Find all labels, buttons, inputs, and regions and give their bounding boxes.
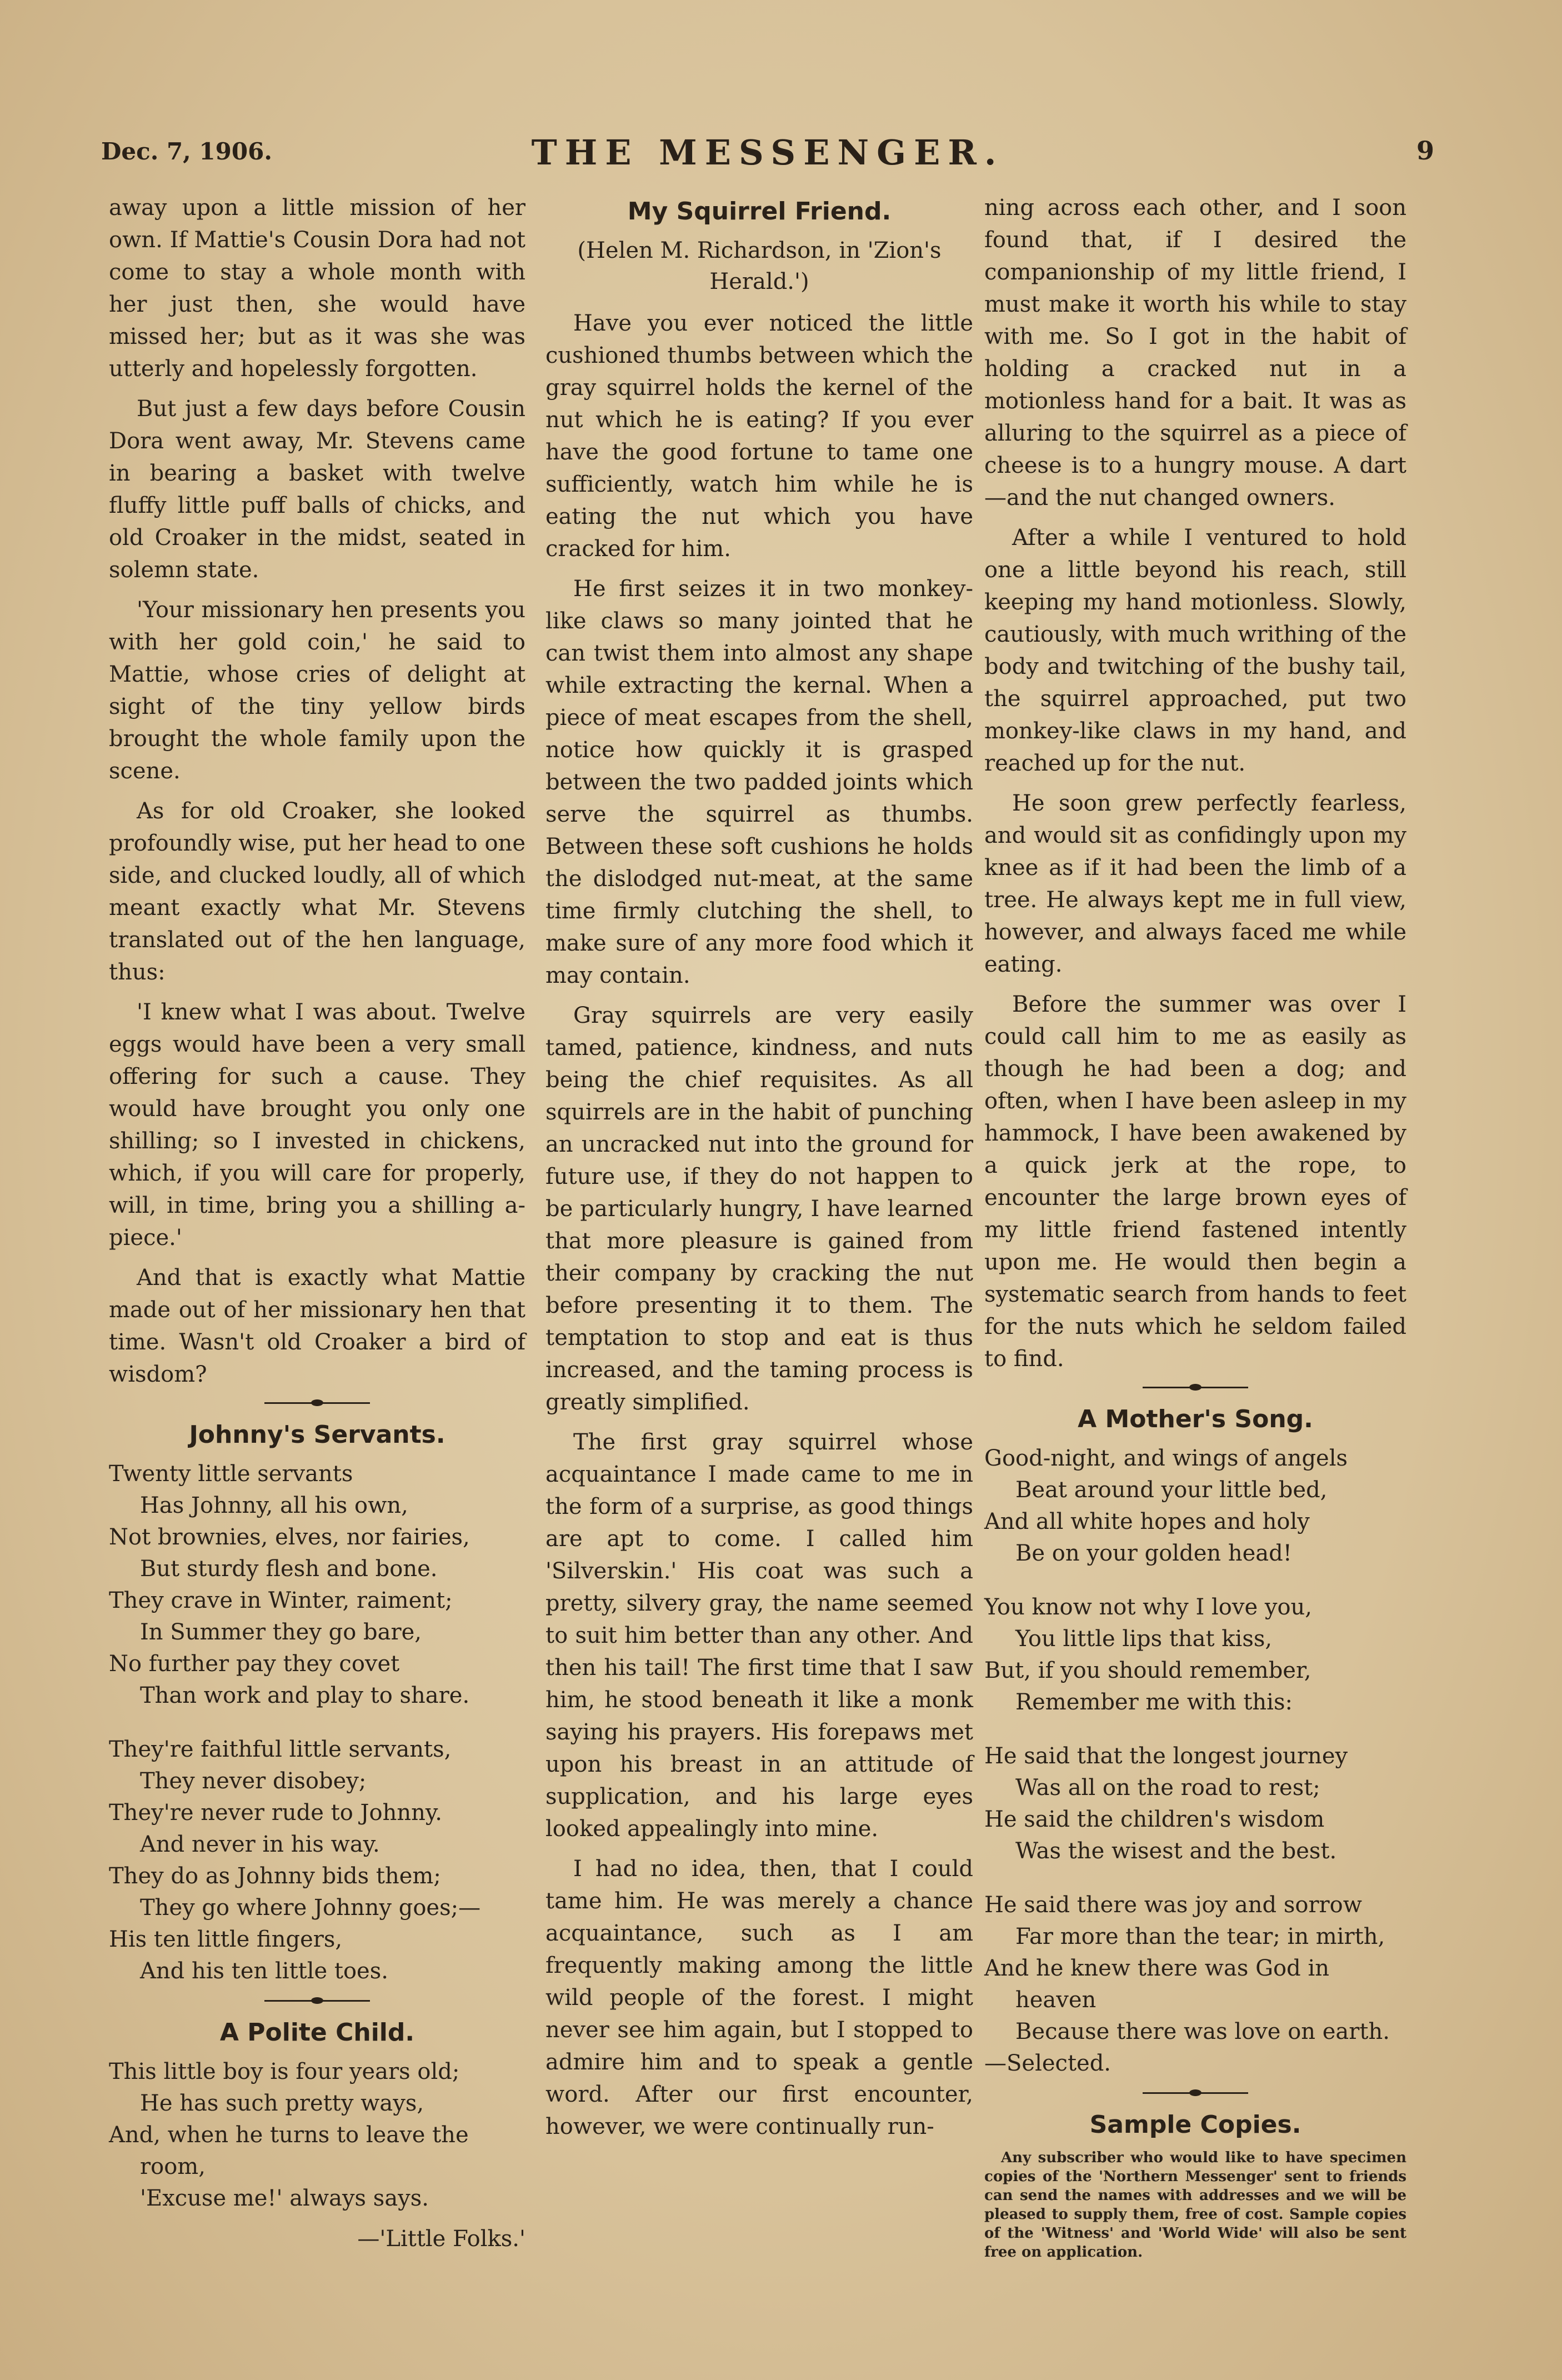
poem-title-johnnys-servants: Johnny's Servants.: [189, 1421, 445, 1449]
poem-line: And his ten little toes.: [140, 1958, 388, 1984]
attribution: —'Little Folks.': [357, 2226, 525, 2252]
poem-line: You little lips that kiss,: [1015, 1626, 1273, 1652]
column-right: [984, 192, 1406, 2262]
story-paragraph: He soon grew perfectly fearless, and would sit as confidingly upon my knee as if it had been the limb of a tree. He always kept me in full view, however, and always faced me while eating.: [984, 791, 1406, 977]
poem-line: No further pay they covet: [109, 1651, 400, 1677]
poem-line: Was the wisest and the best.: [1015, 1838, 1337, 1864]
story-paragraph: away upon a little mission of her own. If Mattie's Cousin Dora had not come to stay a whole month with her just then, she would have missed her; but as it was she was utterly and hopelessly forgotten.: [109, 195, 525, 382]
poem-line: room,: [140, 2154, 206, 2179]
poem-line: Good-night, and wings of angels: [984, 1446, 1348, 1471]
poem-line: He has such pretty ways,: [140, 2091, 424, 2116]
masthead-title: THE MESSENGER.: [531, 132, 1004, 173]
poem-line: They do as Johnny bids them;: [109, 1863, 441, 1889]
page-number: 9: [1416, 136, 1434, 166]
column-middle: [545, 192, 973, 2151]
poem-line: You know not why I love you,: [984, 1594, 1312, 1620]
poem-line: He said there was joy and sorrow: [984, 1892, 1362, 1918]
sample-copies-notice: Any subscriber who would like to have specimen copies of the 'Northern Messenger' sent to friends can send the names with addresses and we will be pleased to supply them, free of cost. Sample copies of the 'Witness' and 'World Wide' will also be sent free on application.: [984, 2149, 1406, 2261]
poem-line: Has Johnny, all his own,: [140, 1493, 408, 1518]
column-left: [109, 192, 525, 2254]
poem-line: heaven: [1015, 1987, 1097, 2013]
poem-line: Than work and play to share.: [140, 1683, 470, 1708]
poem-line: Far more than the tear; in mirth,: [1015, 1924, 1385, 1949]
section-divider: [264, 1398, 370, 1407]
story-paragraph: And that is exactly what Mattie made out of her missionary hen that time. Wasn't old Croaker a bird of wisdom?: [109, 1265, 525, 1387]
poem-line: Because there was love on earth.: [1015, 2019, 1390, 2044]
poem-line: They go where Johnny goes;—: [140, 1895, 481, 1921]
poem-line: Remember me with this:: [1015, 1689, 1293, 1715]
poem-line: They're faithful little servants,: [109, 1737, 452, 1762]
poem-line: Beat around your little bed,: [1015, 1477, 1328, 1503]
poem-line: His ten little fingers,: [109, 1927, 343, 1952]
poem-line: Not brownies, elves, nor fairies,: [109, 1524, 470, 1550]
poem-line: But sturdy flesh and bone.: [140, 1556, 438, 1582]
poem-line: Was all on the road to rest;: [1015, 1775, 1320, 1801]
poem-johnnys-servants: [109, 1458, 525, 1987]
section-divider: [264, 1996, 370, 2005]
poem-line: Twenty little servants: [109, 1461, 353, 1487]
poem-line: But, if you should remember,: [984, 1658, 1311, 1683]
poem-line: And, when he turns to leave the: [109, 2122, 469, 2148]
article-title-squirrel: My Squirrel Friend.: [627, 197, 892, 226]
story-paragraph: Gray squirrels are very easily tamed, patience, kindness, and nuts being the chief requisites. As all squirrels are in the habit of punching an uncracked nut into the ground for future use, if they do not happen to be particularly hungry, I have learned that more pleasure is gained from their company by cracking the nut before presenting it to them. The temptation to stop and eat is thus increased, and the taming process is greatly simplified.: [545, 1003, 973, 1415]
poem-line: He said that the longest journey: [984, 1743, 1348, 1769]
poem-line: And he knew there was God in: [984, 1956, 1329, 1981]
poem-mothers-song: [984, 1443, 1406, 2079]
poem-line: This little boy is four years old;: [109, 2059, 460, 2084]
story-paragraph: 'Your missionary hen presents you with her gold coin,' he said to Mattie, whose cries of delight at sight of the tiny yellow birds brought the whole family upon the scene.: [109, 597, 525, 784]
page-header: [101, 132, 1434, 177]
poem-line: In Summer they go bare,: [140, 1619, 422, 1645]
poem-line: They crave in Winter, raiment;: [109, 1588, 453, 1613]
poem-line: —Selected.: [984, 2051, 1112, 2076]
poem-title-mothers-song: A Mother's Song.: [1078, 1405, 1313, 1433]
story-paragraph: ning across each other, and I soon found that, if I desired the companionship of my little friend, I must make it worth his while to stay with me. So I got in the habit of holding a cracked nut in a motionless hand for a bait. It was as alluring to the squirrel as a piece of cheese is to a hungry mouse. A dart—and the nut changed owners.: [984, 195, 1406, 511]
section-divider: [1143, 2088, 1248, 2097]
story-paragraph: The first gray squirrel whose acquaintance I made came to me in the form of a surprise, as good things are apt to come. I called him 'Silverskin.' His coat was such a pretty, silvery gray, the name seemed to suit him better than any other. And then his tail! The first time that I saw him, he stood beneath it like a monk saying his prayers. His forepaws met upon his breast in an attitude of supplication, and his large eyes looked appealingly into mine.: [545, 1429, 973, 1842]
story-paragraph: He first seizes it in two monkey-like claws so many jointed that he can twist them into almost any shape while extracting the kernal. When a piece of meat escapes from the shell, notice how quickly it is grasped between the two padded joints which serve the squirrel as thumbs. Between these soft cushions he holds the dislodged nut-meat, at the same time firmly clutching the shell, to make sure of any more food which it may contain.: [545, 576, 973, 988]
poem-title-polite-child: A Polite Child.: [219, 2018, 415, 2047]
poem-line: Be on your golden head!: [1015, 1541, 1292, 1566]
issue-date: Dec. 7, 1906.: [101, 138, 272, 165]
section-divider: [1143, 1383, 1248, 1392]
poem-line: They're never rude to Johnny.: [109, 1800, 442, 1826]
article-byline: (Helen M. Richardson, in 'Zion's Herald.'): [577, 238, 942, 294]
story-paragraph: 'I knew what I was about. Twelve eggs would have been a very small offering for such a cause. They would have brought you only one shilling; so I invested in chickens, which, if you will care for properly, will, in time, bring you a shilling a-piece.': [109, 999, 525, 1251]
poem-line: He said the children's wisdom: [984, 1807, 1325, 1832]
story-paragraph: But just a few days before Cousin Dora went away, Mr. Stevens came in bearing a basket with twelve fluffy little puff balls of chicks, and old Croaker in the midst, seated in solemn state.: [109, 396, 525, 583]
poem-line: 'Excuse me!' always says.: [140, 2186, 429, 2211]
story-paragraph: As for old Croaker, she looked profoundly wise, put her head to one side, and clucked loudly, all of which meant exactly what Mr. Stevens translated out of the hen language, thus:: [109, 798, 525, 985]
poem-line: And all white hopes and holy: [984, 1509, 1310, 1534]
story-paragraph: Have you ever noticed the little cushioned thumbs between which the gray squirrel holds the kernel of the nut which he is eating? If you ever have the good fortune to tame one sufficiently, watch him while he is eating the nut which you have cracked for him.: [545, 311, 973, 562]
story-paragraph: Before the summer was over I could call him to me as easily as though he had been a dog; and often, when I have been asleep in my hammock, I have been awakened by a quick jerk at the rope, to encounter the large brown eyes of my little friend fastened intently upon me. He would then begin a systematic search from hands to feet for the nuts which he seldom failed to find.: [984, 992, 1406, 1372]
notice-title-sample-copies: Sample Copies.: [1089, 2111, 1301, 2139]
poem-polite-child: [109, 2056, 525, 2214]
story-paragraph: I had no idea, then, that I could tame him. He was merely a chance acquaintance, such as I am frequently making among the little wild people of the forest. I might never see him again, but I stopped to admire him and to speak a gentle word. After our first encounter, however, we were continually run-: [545, 1856, 973, 2139]
poem-line: They never disobey;: [140, 1768, 367, 1794]
poem-line: And never in his way.: [140, 1832, 380, 1857]
story-paragraph: After a while I ventured to hold one a little beyond his reach, still keeping my hand motionless. Slowly, cautiously, with much writhing of the body and twitching of the bushy tail, the squirrel approached, put two monkey-like claws in my hand, and reached up for the nut.: [984, 525, 1406, 776]
